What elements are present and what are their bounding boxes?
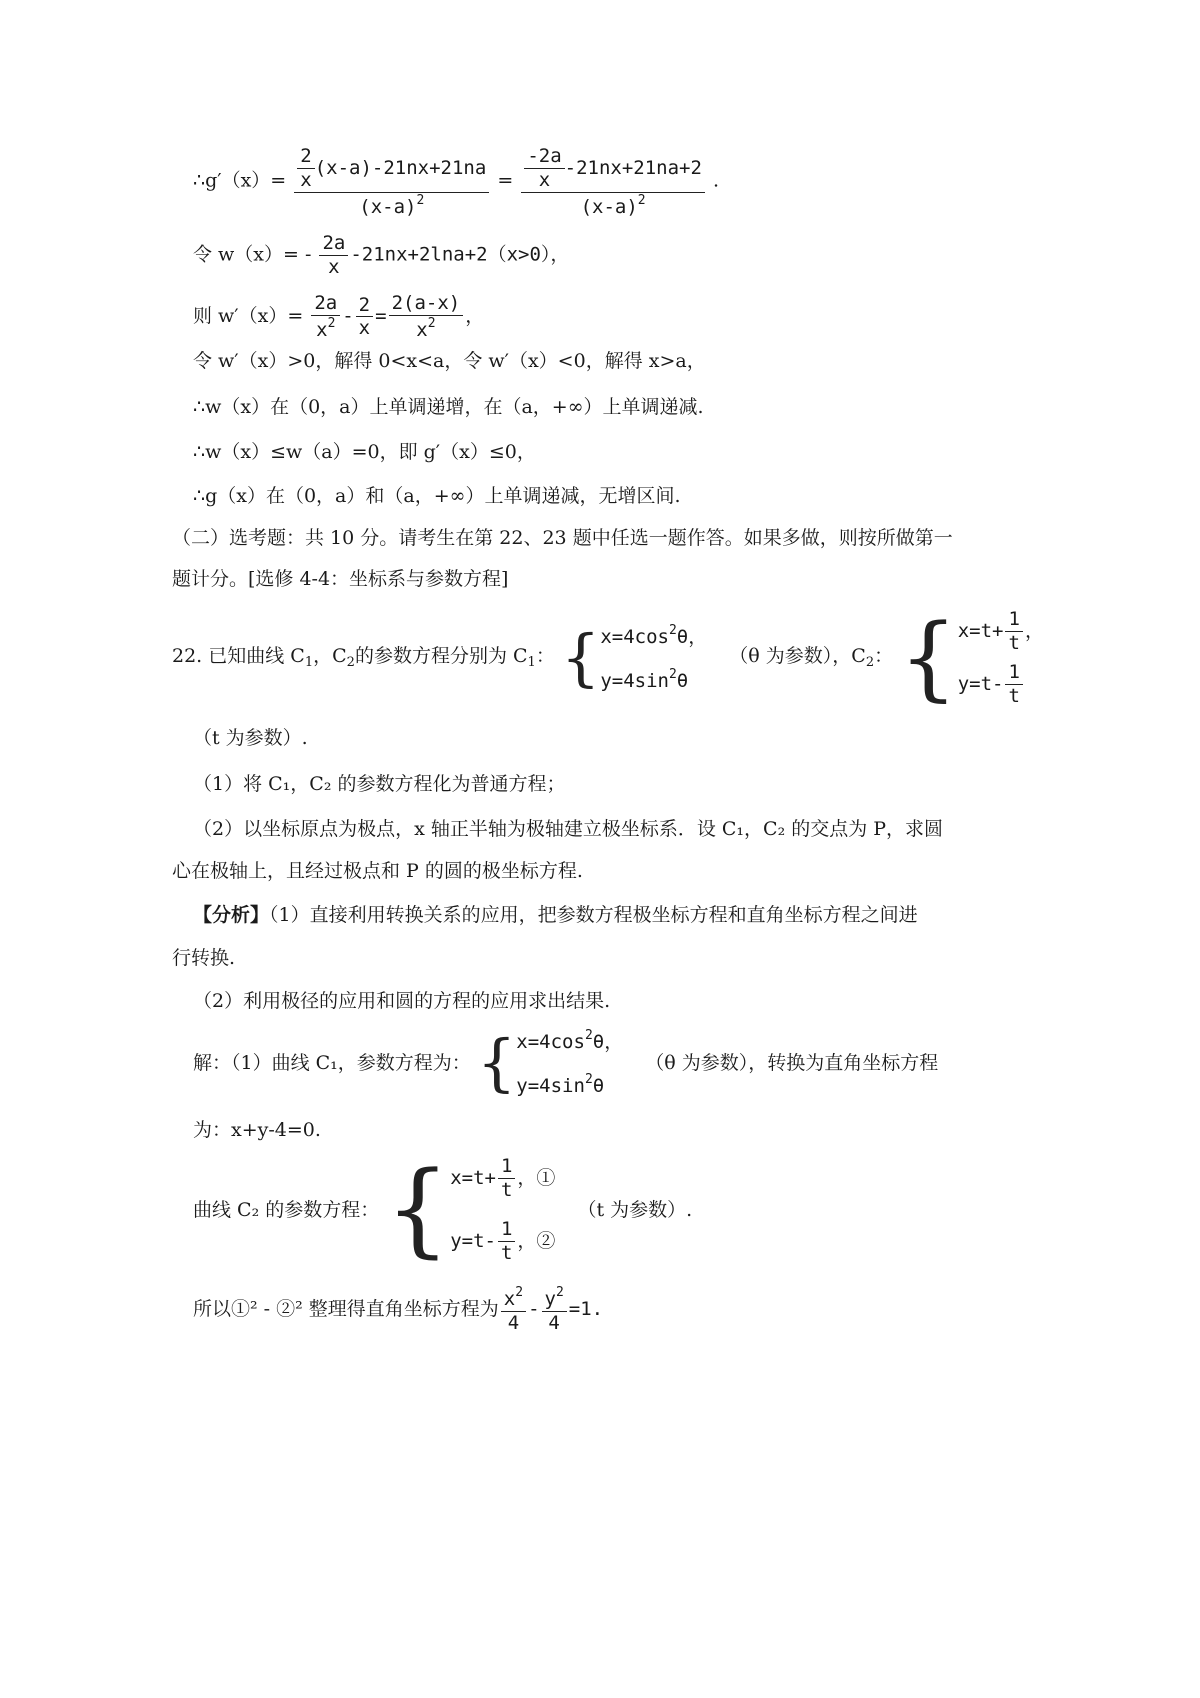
final-sq-y: 2 — [555, 1285, 564, 1300]
c1-y-eq: y=4sin — [600, 670, 669, 693]
sol2-one1: 1 — [498, 1155, 515, 1179]
sol2-x-eq: x=t+ — [450, 1166, 496, 1189]
wp-num1: 2a — [311, 292, 340, 316]
solution-c1 — [193, 1028, 938, 1098]
c2-one2: 1 — [1005, 661, 1022, 685]
wp-den3: x — [416, 318, 428, 341]
final-prefix: 所以①² - ②² 整理得直角坐标方程为 — [193, 1298, 499, 1321]
solution-c2 — [193, 1150, 693, 1269]
sol2-one2: 1 — [498, 1218, 515, 1242]
c1-x-eq: x=4cos — [600, 626, 669, 648]
sol2-t2: t — [500, 1242, 513, 1265]
wp-eq: = — [375, 304, 387, 327]
w-prime-frac-1 — [311, 292, 340, 342]
w-def-num: 2a — [319, 232, 348, 256]
c2-t2: t — [1008, 685, 1020, 708]
sol2-y-eq: y=t- — [450, 1230, 496, 1253]
analysis-text-1: （1）直接利用转换关系的应用，把参数方程极坐标方程和直角坐标方程之间进 — [269, 904, 918, 926]
analysis-line-1 — [193, 904, 918, 927]
solution-c1-result: 为：x+y-4=0. — [193, 1119, 321, 1141]
line-sign-analysis: 令 w′（x）>0，解得 0<x<a，令 w′（x）<0，解得 x>a， — [193, 350, 706, 372]
g-prime-fraction-1 — [294, 145, 489, 218]
final-y: y — [544, 1288, 556, 1310]
c2-sol-note: （t 为参数）. — [577, 1198, 693, 1221]
solution-c2-system: { x=t+ $\frac{1}{t}$ ，① y=t- $\frac{1}{t}$ ，② — [385, 1150, 556, 1269]
c1-theta1: θ， — [676, 626, 708, 648]
c2-param-system: { x=t+ $\frac{1}{t}$ ， y=t- $\frac{1}{t}$ — [899, 604, 1044, 711]
sq-1: 2 — [416, 192, 425, 208]
sol-sq1: 2 — [584, 1028, 593, 1043]
q22-mid: 的参数方程分别为 C — [354, 645, 528, 668]
sol2-circle1: ，① — [517, 1166, 556, 1189]
w-def-rest: -21nx+2lna+2（x>0）， — [350, 243, 570, 266]
final-four-2: 4 — [548, 1311, 560, 1334]
q22-sub3: 1 — [527, 655, 536, 671]
c1-param-system: { $x=4\cos^2\theta$， $y=4\sin^2\theta$ — [560, 621, 708, 694]
question-22 — [172, 604, 1044, 711]
w-prime-equation — [193, 292, 484, 342]
q22-colon: ： — [535, 645, 555, 668]
c2-x-eq: x=t+ — [957, 619, 1004, 642]
q22-part-2-cont: 心在极轴上，且经过极点和 P 的圆的极坐标方程. — [172, 860, 583, 882]
q22-theta-note: （θ 为参数），C — [729, 645, 866, 668]
g-prime-lhs: ∴g′（x）= — [193, 169, 287, 192]
inner-x: x — [300, 168, 312, 191]
section-heading: （二）选考题：共 10 分。请考生在第 22、23 题中任选一题作答。如果多做，则按所做第一 — [172, 527, 953, 549]
line-w-max: ∴w（x）≤w（a）=0，即 g′（x）≤0， — [193, 441, 536, 463]
c1-sq2: 2 — [668, 667, 677, 683]
frac1-numerator: (x-a)-21nx+21na — [314, 156, 487, 179]
line-g-monotonic: ∴g（x）在（0，a）和（a，+∞）上单调递减，无增区间. — [193, 485, 681, 507]
g-prime-fraction-2 — [521, 145, 705, 218]
frac2-denominator: (x-a) — [580, 195, 638, 218]
w-definition — [193, 232, 569, 279]
final-four-1: 4 — [507, 1311, 520, 1334]
solution-after: （θ 为参数），转换为直角坐标方程 — [645, 1051, 939, 1074]
final-frac-y — [542, 1285, 567, 1335]
g-prime-end: . — [712, 169, 720, 192]
q22-comma: ，C — [313, 645, 347, 668]
c1-sq1: 2 — [668, 623, 677, 638]
q22-t-note: （t 为参数）. — [193, 727, 308, 749]
sq-2: 2 — [637, 192, 646, 208]
analysis-line-2: （2）利用极径的应用和圆的方程的应用求出结果. — [193, 990, 611, 1012]
analysis-tag: 【分析】 — [193, 904, 270, 926]
final-x: x — [503, 1288, 516, 1310]
w-def-prefix: 令 w（x）= - — [193, 243, 312, 266]
c2-x-end: ， — [1024, 619, 1044, 642]
solution-prefix: 解：（1）曲线 C₁，参数方程为： — [193, 1051, 471, 1074]
sol2-t1: t — [500, 1178, 513, 1201]
w-prime-prefix: 则 w′（x）= — [193, 304, 304, 327]
wp-den2: x — [358, 317, 371, 340]
final-sq-x: 2 — [515, 1285, 524, 1300]
q22-prefix: 22. 已知曲线 C — [172, 645, 305, 668]
c2-sol-prefix: 曲线 C₂ 的参数方程： — [193, 1198, 380, 1221]
wp-sq1: 2 — [327, 315, 336, 331]
wp-num3: 2(a-x) — [389, 292, 464, 316]
section-heading-cont: 题计分。[选修 4-4：坐标系与参数方程] — [172, 568, 509, 590]
final-end: =1. — [568, 1297, 604, 1320]
q22-part-2: （2）以坐标原点为极点，x 轴正半轴为极轴建立极坐标系．设 C₁，C₂ 的交点为 P，求圆 — [193, 818, 944, 840]
sol-theta1: θ， — [592, 1031, 624, 1053]
sol-theta2: θ — [592, 1075, 605, 1098]
c2-one1: 1 — [1005, 608, 1022, 632]
wp-sq3: 2 — [427, 315, 436, 331]
inner-neg2a: -2a — [524, 145, 564, 169]
wp-minus: - — [342, 304, 354, 327]
final-frac-x — [501, 1285, 526, 1335]
solution-final — [193, 1285, 603, 1335]
wp-den1: x — [316, 318, 328, 341]
q22-sub4: 2 — [865, 655, 875, 671]
inner-two: 2 — [297, 145, 314, 169]
w-def-den: x — [328, 255, 340, 278]
wp-num2: 2 — [356, 294, 373, 318]
frac2-numerator: -21nx+21na+2 — [564, 156, 702, 179]
sol2-circle2: ，② — [517, 1230, 556, 1253]
wp-end: ， — [465, 304, 485, 327]
line-monotonic-w: ∴w（x）在（0，a）上单调递增，在（a，+∞）上单调递减. — [193, 396, 704, 418]
q22-sub2: 2 — [346, 655, 355, 671]
analysis-line-1b: 行转换. — [172, 947, 236, 969]
w-prime-frac-2 — [356, 294, 373, 341]
solution-c1-system: { $x=4\cos^2\theta$， $y=4\sin^2\theta$ — [476, 1026, 624, 1099]
sol-y-eq: y=4sin — [516, 1075, 585, 1098]
sol-x-eq: x=4cos — [516, 1031, 585, 1053]
c1-theta2: θ — [676, 670, 689, 693]
final-minus: - — [528, 1297, 540, 1320]
sol-sq2: 2 — [584, 1072, 593, 1088]
q22-sub1: 1 — [304, 655, 314, 671]
w-prime-frac-3 — [389, 292, 464, 342]
g-prime-equation: ∴g′（x）= $\frac{2}{x}$ (x-a)-21nx+21na $(x-a)^2$ = $\frac{-2a}{x}$ -21nx+21na+2 $(x-a)^2$ . — [193, 145, 720, 218]
c2-t1: t — [1008, 631, 1020, 654]
c2-y-eq: y=t- — [957, 673, 1004, 696]
w-def-fraction — [319, 232, 348, 279]
inner-x-2: x — [538, 168, 551, 191]
q22-colon2: ： — [874, 645, 894, 668]
frac1-denominator: (x-a) — [359, 195, 417, 218]
q22-part-1: （1）将 C₁，C₂ 的参数方程化为普通方程； — [193, 773, 566, 795]
